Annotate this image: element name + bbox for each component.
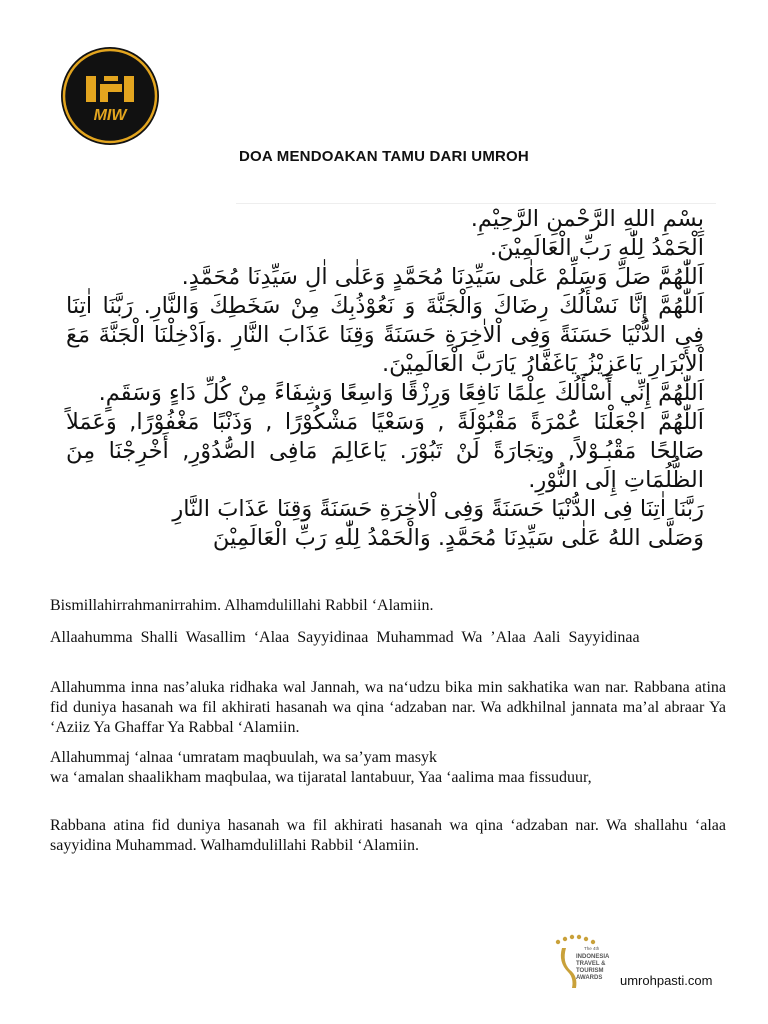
arabic-line: اَللّٰهُمَّ اجْعَلْنَا عُمْرَةً مَقْبُوْلَةً , وَسَعْيًا مَشْكُوْرًا , وَذَنْبًا مَغْفُوْرًا, وَعَمَلاً صَالِحًا مَقْبُـوْلاً, وتِجَارَةً لَنْ تَبُوْرَ. يَاعَالِمَ مَافِى الصُّدُوْرِ, أَخْرِجْنَا مِنَ الظُّلُمَاتِ إِلَى النُّوْرِ.	[66, 409, 704, 493]
arabic-line: اَللّٰهُمَّ صَلِّ وَسَلِّمْ عَلٰى سَيِّدِنَا مُحَمَّدٍ وَعَلٰى اٰلِ سَيِّدِنَا مُحَمَّدٍ.	[181, 264, 704, 290]
award-text: The 4th	[584, 946, 600, 951]
arabic-line: رَبَّنَا اٰتِنَا فِى الدُّنْيَا حَسَنَةً وَفِى اْلاٰخِرَةِ حَسَنَةً وَقِنَا عَذَابَ النَّارِ	[172, 496, 704, 522]
transliteration-paragraph: Allaahumma Shalli Wasallim ‘Alaa Sayyidinaa Muhammad Wa ’Alaa Aali Sayyidinaa	[50, 629, 640, 646]
page-title: DOA MENDOAKAN TAMU DARI UMROH	[239, 148, 529, 165]
arabic-line: اَللّٰهُمَّ إِنَّا نَسْأَلُكَ رِضَاكَ وَالْجَنَّةَ وَ نَعُوْذُبِكَ مِنْ سَخَطِكَ وَالنَّارِ. رَبَّنَا اٰتِنَا فِى الدُّنْيَا حَسَنَةً وَفِى اْلاٰخِرَةِ حَسَنَةً وَقِنَا عَذَابَ النَّارِ .وَاَدْخِلْنَا الْجَنَّةَ مَعَ اْلأَبْرَارِ يَاعَزِيْزُ يَاغَفَّارُ يَارَبَّ الْعَالَمِيْنَ.	[66, 293, 704, 377]
transliteration-paragraph: Allahumma inna nas’aluka ridhaka wal Jannah, wa na‘udzu bika min sakhatika wan nar. Rabbana atina fid duniya hasanah wa fil akhirati hasanah wa qina ‘adzaban nar. Wa adkhilnal jannata ma’al abraar Ya ‘Aziiz Ya Ghaffar Ya Rabbal ‘Alamiin.	[50, 679, 726, 736]
arabic-prayer	[66, 205, 704, 553]
award-badge	[552, 934, 614, 992]
logo-text: MIW	[93, 107, 127, 124]
divider	[236, 203, 716, 204]
award-text: TRAVEL &	[576, 961, 606, 967]
arabic-line: اَللّٰهُمَّ إِنِّي أَسْأَلُكَ عِلْمًا نَافِعًا وَرِزْقًا وَاسِعًا وَشِفَاءً مِنْ كُلِّ دَاءٍ وَسَقَمٍ.	[98, 380, 704, 406]
miw-logo	[60, 46, 160, 146]
transliteration-paragraph: Bismillahirrahmanirrahim. Alhamdulillahi Rabbil ‘Alamiin.	[50, 597, 434, 614]
transliteration-paragraph: Rabbana atina fid duniya hasanah wa fil akhirati hasanah wa qina ‘adzaban nar. Wa shallahu ‘alaa sayyidina Muhammad. Walhamdulillahi Rabbil ‘Alamiin.	[50, 817, 726, 854]
website-label[interactable]: umrohpasti.com	[620, 973, 713, 988]
award-text: AWARDS	[576, 975, 603, 981]
transliteration-line: wa ‘amalan shaalikham maqbulaa, wa tijaratal lantabuur, Yaa ‘aalima maa fissuduur,	[50, 769, 592, 786]
transliteration-paragraph	[50, 748, 726, 788]
arabic-line: وَصَلَّى اللهُ عَلٰى سَيِّدِنَا مُحَمَّدٍ. وَالْحَمْدُ لِلّٰهِ رَبِّ الْعَالَمِيْنَ	[212, 525, 704, 551]
transliteration-line: Allahummaj ‘alnaa ‘umratam maqbuulah, wa sa’yam masyk	[50, 749, 437, 766]
arabic-line: اَلْحَمْدُ لِلّٰهِ رَبِّ الْعَالَمِيْنَ.	[489, 235, 704, 261]
award-text: INDONESIA	[576, 954, 610, 960]
award-text: TOURISM	[576, 968, 604, 974]
arabic-line: بِسْمِ اللهِ الرَّحْمنِ الرَّحِيْمِ.	[470, 206, 704, 232]
